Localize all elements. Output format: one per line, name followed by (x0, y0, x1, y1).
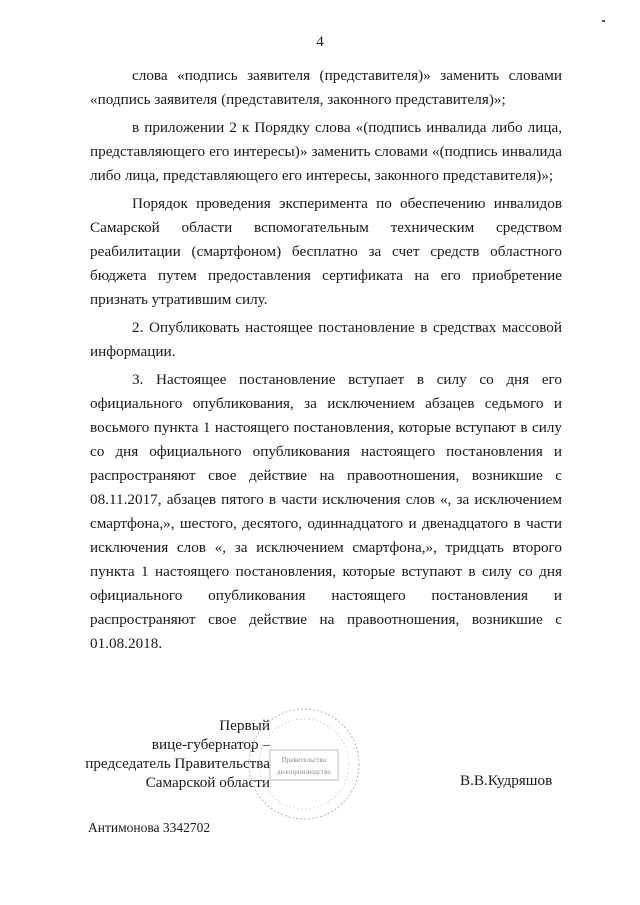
scan-mark (602, 20, 605, 22)
paragraph-3: Порядок проведения эксперимента по обеспечению инвалидов Самарской области вспомогательным техническим средством реабилитации (смартфоном) бесплатно за счет средств областного бюджета путем предоставления сертификата на его приобретение признать утратившим силу. (90, 195, 562, 308)
stamp-inner-ring (259, 719, 349, 809)
signer-name: В.В.Кудряшов (460, 772, 553, 789)
signatory-title (70, 716, 270, 792)
paragraph-5: 3. Настоящее постановление вступает в силу со дня его официального опубликования, за исключением абзацев седьмого и восьмого пункта 1 настоящего постановления, которые вступают в силу со дня официального опубликования настоящего постановления и распространяют свое действие на правоотношения, возникшие с 08.11.2017, абзацев пятого в части исключения слов «, за исключением смартфона,», шестого, десятого, одиннадцатого и двенадцатого в части исключения слов «, за исключением смартфона,», тридцать второго пункта 1 настоящего постановления, которые вступают в силу со дня официального опубликования настоящего постановления и распространяют свое действие на правоотношения, возникшие с 01.08.2018. (90, 371, 562, 652)
official-stamp (246, 706, 362, 822)
paragraph-4: 2. Опубликовать настоящее постановление в средствах массовой информации. (90, 319, 562, 360)
stamp-line-2: делопроизводство (277, 768, 331, 776)
stamp-line-1: Правительство (281, 756, 327, 764)
executor-info: Антимонова 3342702 (88, 820, 211, 835)
signatory-title-line-4: Самарской области (145, 774, 270, 791)
document-body (90, 64, 562, 660)
page-number: 4 (316, 34, 324, 50)
signatory-title-line-1: Первый (219, 717, 270, 734)
paragraph-1: слова «подпись заявителя (представителя)» заменить словами «подпись заявителя (представителя, законного представителя)»; (90, 67, 562, 108)
paragraph-2: в приложении 2 к Порядку слова «(подпись инвалида либо лица, представляющего его интересы)» заменить словами «(подпись инвалида либо лица, представляющего его интересы, законного представителя)»; (90, 119, 562, 184)
stamp-outer-ring (249, 709, 359, 819)
signatory-title-line-3: председатель Правительства (85, 755, 270, 772)
signatory-title-line-2: вице-губернатор – (151, 736, 270, 753)
